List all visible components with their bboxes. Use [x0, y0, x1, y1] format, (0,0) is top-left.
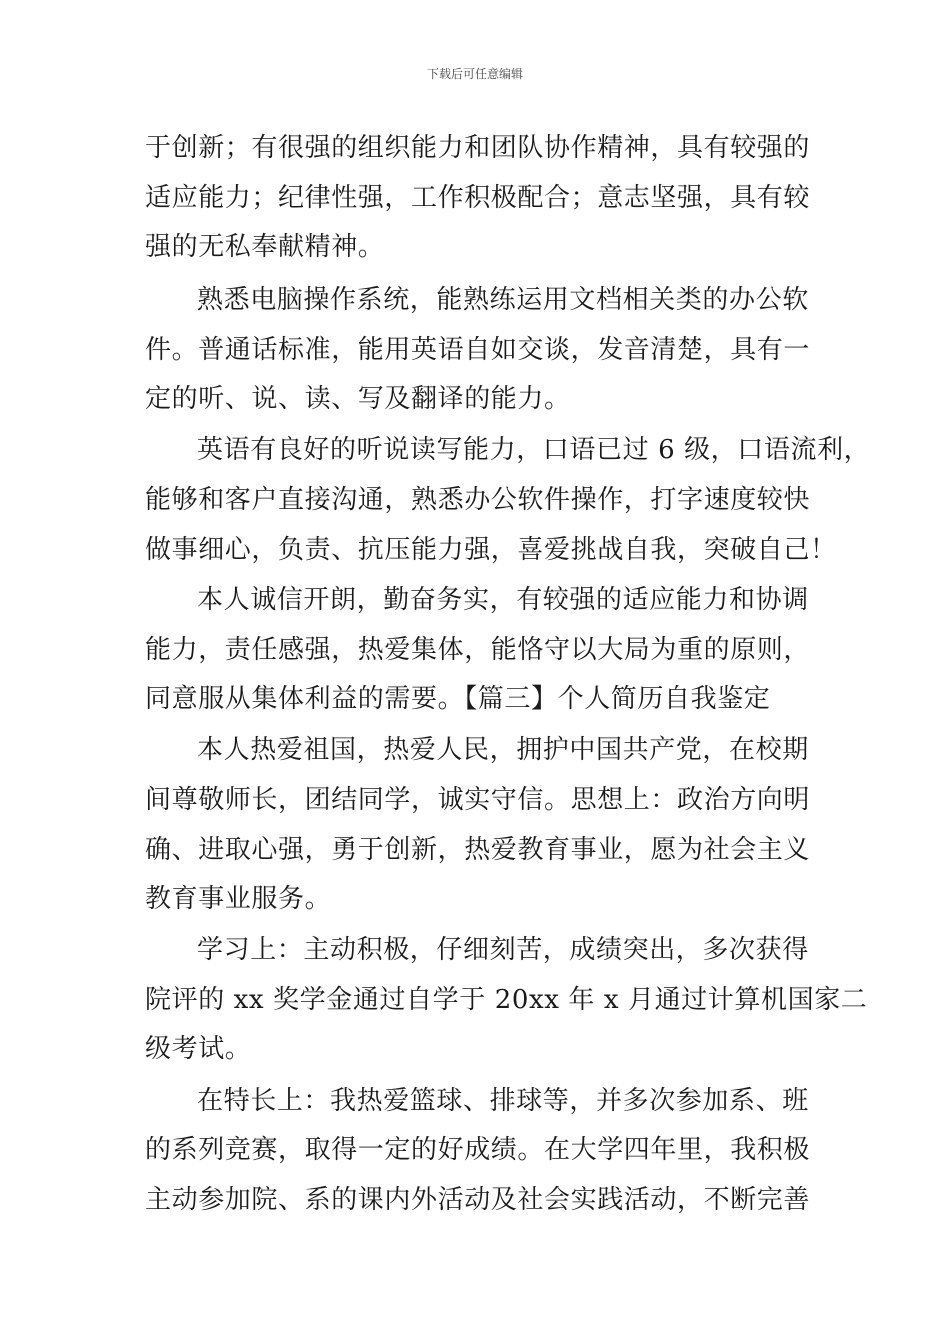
body-line: 间尊敬师长，团结同学，诚实守信。思想上：政治方向明	[145, 785, 811, 815]
body-line: 在特长上：我热爱篮球、排球等，并多次参加系、班	[197, 1086, 809, 1116]
body-line: 的系列竞赛，取得一定的好成绩。在大学四年里，我积极	[145, 1135, 811, 1165]
body-line: 能够和客户直接沟通，熟悉办公软件操作，打字速度较快	[145, 485, 811, 515]
body-line: 确、进取心强，勇于创新，热爱教育事业，愿为社会主义	[145, 835, 811, 865]
body-line: 学习上：主动积极，仔细刻苦，成绩突出，多次获得	[197, 935, 809, 965]
body-line: 本人诚信开朗，勤奋务实，有较强的适应能力和协调	[197, 585, 809, 615]
body-line: 本人热爱祖国，热爱人民，拥护中国共产党，在校期	[197, 735, 809, 765]
body-line: 定的听、说、读、写及翻译的能力。	[145, 384, 571, 414]
body-line: 熟悉电脑操作系统，能熟练运用文档相关类的办公软	[197, 285, 809, 315]
body-line: 英语有良好的听说读写能力，口语已过 6 级，口语流利，	[197, 435, 871, 465]
body-line: 件。普通话标准，能用英语自如交谈，发音清楚，具有一	[145, 335, 811, 365]
body-line: 级考试。	[145, 1034, 252, 1064]
body-line: 做事细心，负责、抗压能力强，喜爱挑战自我，突破自己！	[145, 535, 837, 565]
body-line: 能力，责任感强，热爱集体，能恪守以大局为重的原则，	[145, 635, 811, 665]
page-header: 下载后可任意编辑	[426, 67, 523, 81]
body-line: 同意服从集体利益的需要。【篇三】个人简历自我鉴定	[145, 684, 771, 714]
body-line: 主动参加院、系的课内外活动及社会实践活动，不断完善	[145, 1185, 811, 1215]
body-line: 教育事业服务。	[145, 884, 332, 914]
body-line: 强的无私奉献精神。	[145, 232, 385, 262]
body-line: 于创新；有很强的组织能力和团队协作精神，具有较强的	[145, 133, 811, 163]
body-line: 适应能力；纪律性强，工作积极配合；意志坚强，具有较	[145, 183, 811, 213]
body-line: 院评的 xx 奖学金通过自学于 20xx 年 x 月通过计算机国家二	[145, 985, 868, 1015]
